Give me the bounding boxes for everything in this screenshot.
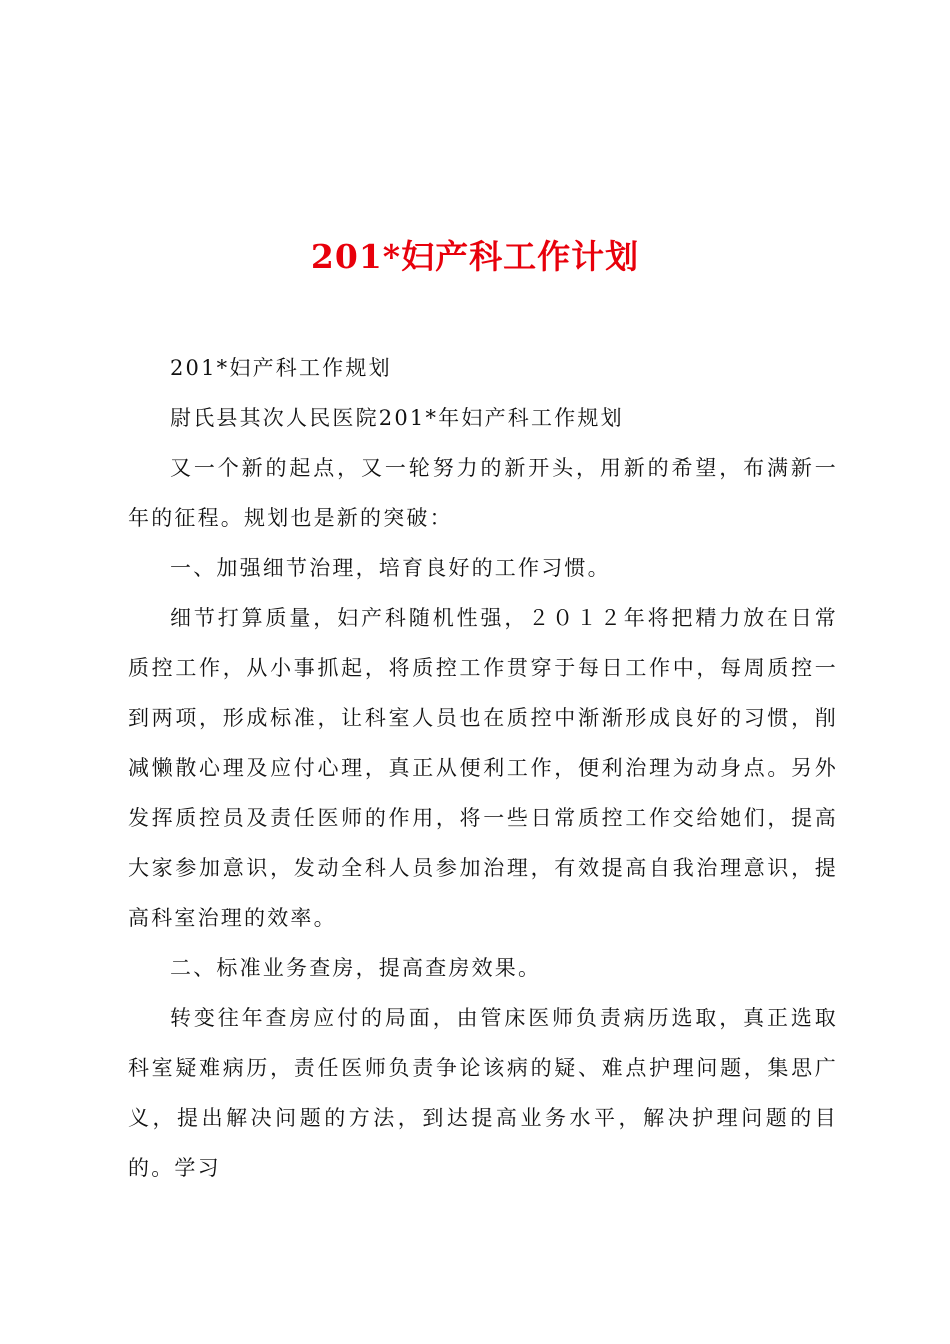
document-body [128, 343, 838, 1193]
document-title: 201*妇产科工作计划 [310, 237, 640, 277]
paragraph-intro: 又一个新的起点，又一轮努力的新开头，用新的希望，布满新一年的征程。规划也是新的突破： [128, 456, 838, 530]
paragraph-section-1: 细节打算质量，妇产科随机性强，２０１２年将把精力放在日常质控工作，从小事抓起，将质控工作贯穿于每日工作中，每周质控一到两项，形成标准，让科室人员也在质控中渐渐形成良好的习惯，削减懒散心理及应付心理，真正从便利工作，便利治理为动身点。另外发挥质控员及责任医师的作用，将一些日常质控工作交给她们，提高大家参加意识，发动全科人员参加治理，有效提高自我治理意识，提高科室治理的效率。 [128, 606, 838, 930]
document-subtitle: 201*妇产科工作规划 [170, 356, 392, 380]
organization-line: 尉氏县其次人民医院201*年妇产科工作规划 [170, 406, 624, 430]
paragraph-section-2: 转变往年查房应付的局面，由管床医师负责病历选取，真正选取科室疑难病历，责任医师负责争论该病的疑、难点护理问题，集思广义，提出解决问题的方法，到达提高业务水平，解决护理问题的目的。学习 [128, 1006, 838, 1180]
section-heading-1: 一、加强细节治理，培育良好的工作习惯。 [170, 556, 611, 580]
section-heading-2: 二、标准业务查房，提高查房效果。 [170, 956, 542, 980]
